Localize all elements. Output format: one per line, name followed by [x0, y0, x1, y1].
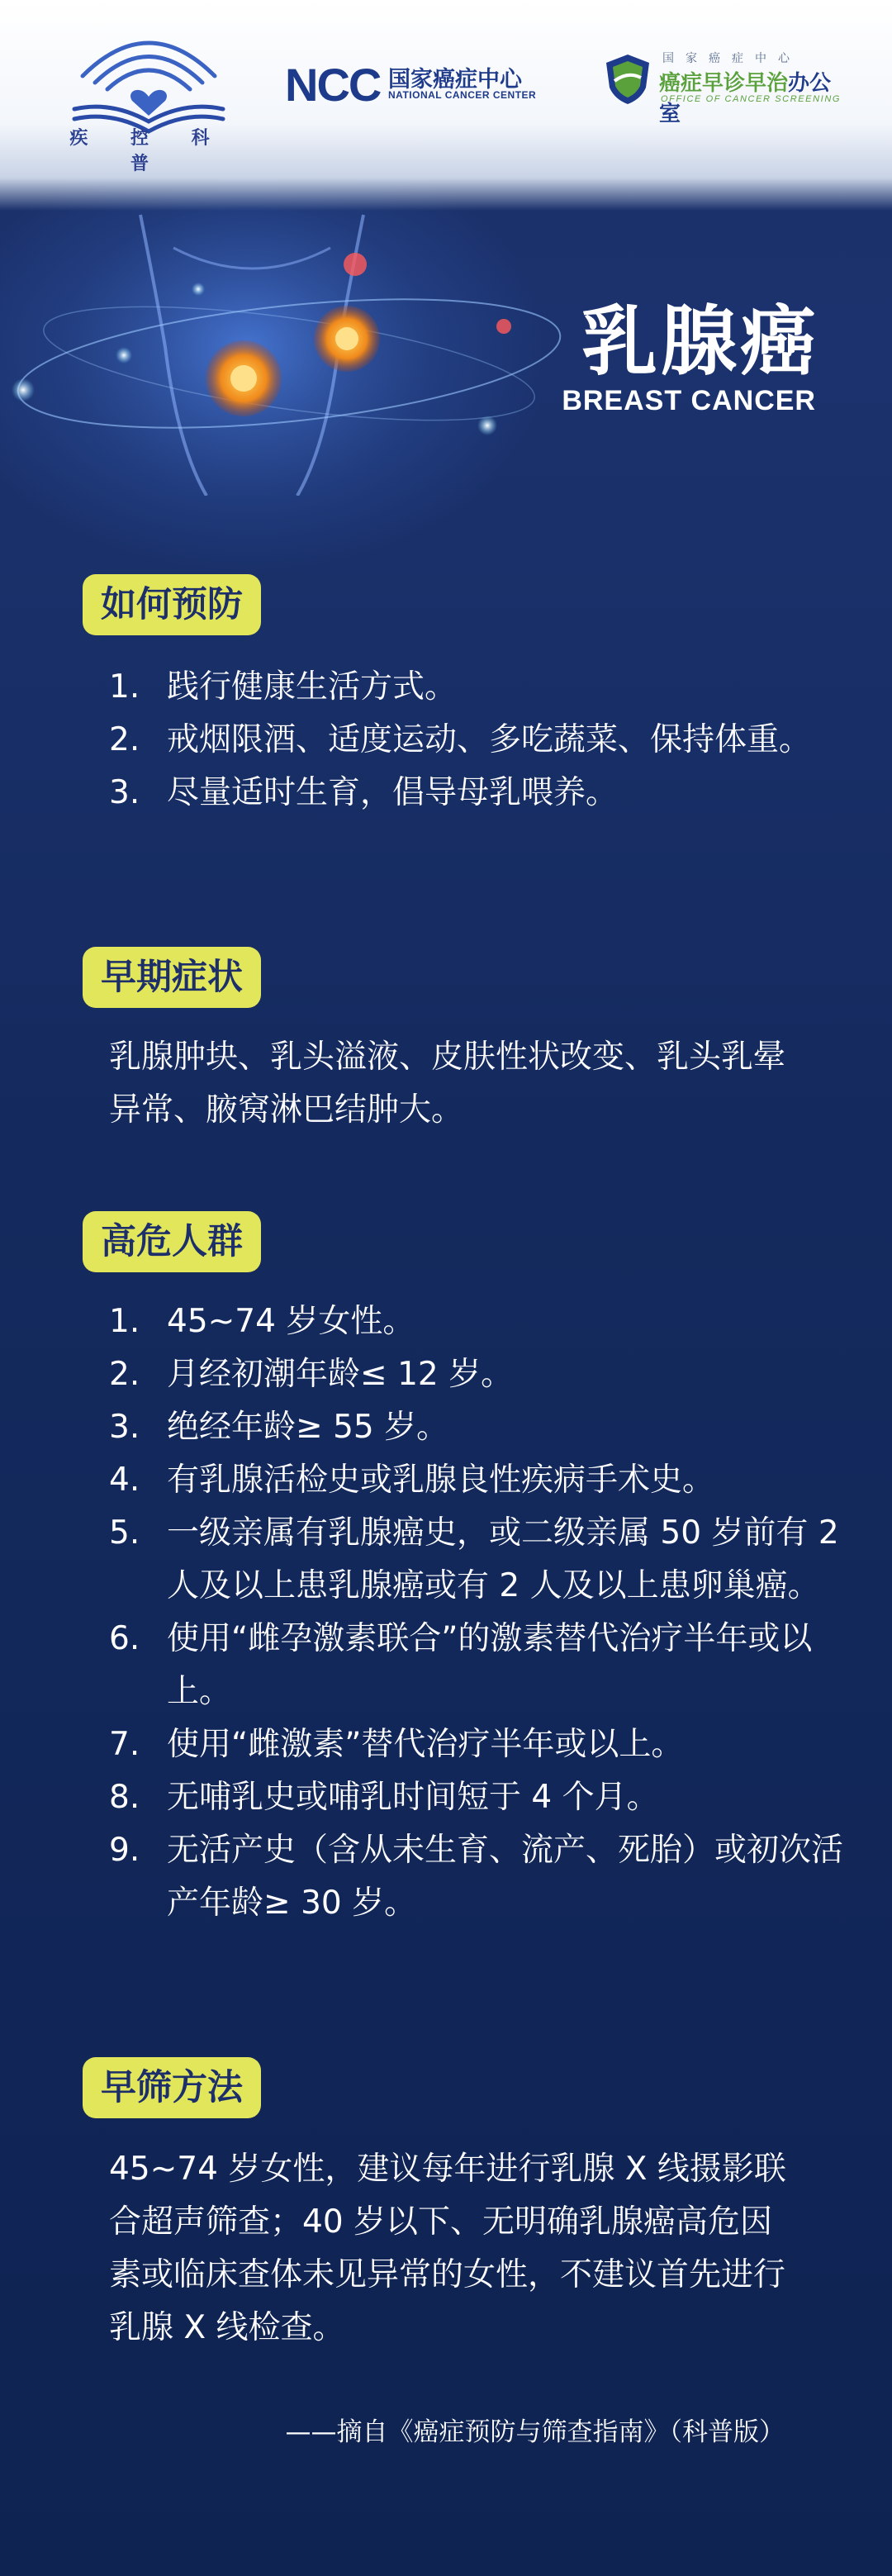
list-item-number: 5. — [109, 1514, 140, 1552]
list-item-number: 2. — [109, 721, 140, 758]
list-item-text: 无活产史（含从未生育、流产、死胎）或初次活产年龄≥ 30 岁。 — [167, 1832, 844, 1922]
list-item — [109, 1718, 852, 1771]
list-item-text: 尽量适时生育，倡导母乳喂养。 — [167, 774, 619, 811]
list-item-number: 1. — [109, 668, 140, 706]
list-item-text: 无哺乳史或哺乳时间短于 4 个月。 — [167, 1779, 659, 1816]
list-item-text: 戒烟限酒、适度运动、多吃蔬菜、保持体重。 — [167, 721, 812, 758]
list-item-number: 1. — [109, 1303, 140, 1340]
list-item-text: 绝经年龄≥ 55 岁。 — [167, 1409, 449, 1446]
list-item-text: 使用“雌激素”替代治疗半年或以上。 — [167, 1726, 684, 1763]
list-item-text: 一级亲属有乳腺癌史，或二级亲属 50 岁前有 2 人及以上患乳腺癌或有 2 人及以上患卵巢癌。 — [167, 1514, 839, 1604]
high-risk-list — [109, 1295, 852, 1930]
ncc-name-en: NATIONAL CANCER CENTER — [388, 89, 537, 101]
list-item-number: 9. — [109, 1832, 140, 1869]
screening-text: 45~74 岁女性，建议每年进行乳腺 X 线摄影联合超声筛查；40 岁以下、无明确乳腺癌高危因素或临床查体未见异常的女性，不建议首先进行乳腺 X 线检查。 — [109, 2151, 786, 2346]
list-item-number: 3. — [109, 1409, 140, 1446]
list-item-number: 7. — [109, 1726, 140, 1763]
page-subtitle: BREAST CANCER — [562, 385, 816, 416]
ncc-logo — [285, 58, 570, 116]
screening-name-blue: 办公室 — [659, 71, 832, 126]
list-item — [109, 1348, 852, 1401]
list-item — [109, 661, 852, 714]
list-item — [109, 767, 852, 820]
page-title: 乳腺癌 — [581, 297, 819, 386]
list-item — [109, 1295, 852, 1348]
list-item-text: 月经初潮年龄≤ 12 岁。 — [167, 1356, 514, 1393]
section-heading-high-risk: 高危人群 — [83, 1211, 261, 1272]
list-item — [109, 1454, 852, 1507]
list-item — [109, 1613, 852, 1718]
ncc-abbr: NCC — [285, 59, 381, 111]
kongkepu-caption: 疾 控 科 普 — [69, 128, 228, 174]
list-item-text: 践行健康生活方式。 — [167, 668, 458, 706]
list-item-text: 使用“雌孕激素联合”的激素替代治疗半年或以上。 — [167, 1620, 813, 1710]
section-heading-symptoms: 早期症状 — [83, 947, 261, 1008]
symptoms-text: 乳腺肿块、乳头溢液、皮肤性状改变、乳头乳晕异常、腋窝淋巴结肿大。 — [109, 1038, 786, 1129]
screening-name-green: 癌症早诊早治 — [659, 71, 789, 96]
list-item-number: 6. — [109, 1620, 140, 1657]
list-item-number: 3. — [109, 774, 140, 811]
section-heading-prevention: 如何预防 — [83, 574, 261, 635]
section-heading-screening: 早筛方法 — [83, 2057, 261, 2118]
list-item-number: 8. — [109, 1779, 140, 1816]
screening-org-top: 国家癌症中心 — [662, 52, 801, 65]
screening-office-logo — [603, 48, 851, 126]
list-item — [109, 1507, 852, 1613]
list-item — [109, 714, 852, 767]
shield-icon — [603, 53, 652, 106]
header-logos — [0, 0, 892, 211]
list-item — [109, 1401, 852, 1454]
list-item-number: 2. — [109, 1356, 140, 1393]
list-item — [109, 1771, 852, 1824]
prevention-list — [109, 661, 852, 820]
list-item-text: 45~74 岁女性。 — [167, 1303, 415, 1340]
list-item — [109, 1824, 852, 1930]
ncc-name-cn: 国家癌症中心 — [388, 67, 522, 93]
list-item-text: 有乳腺活检史或乳腺良性疾病手术史。 — [167, 1461, 715, 1499]
list-item-number: 4. — [109, 1461, 140, 1499]
source-citation: ——摘自《癌症预防与筛查指南》（科普版） — [285, 2417, 785, 2447]
breast-illustration — [0, 198, 595, 496]
screening-org-en: OFFICE OF CANCER SCREENING — [661, 94, 842, 104]
